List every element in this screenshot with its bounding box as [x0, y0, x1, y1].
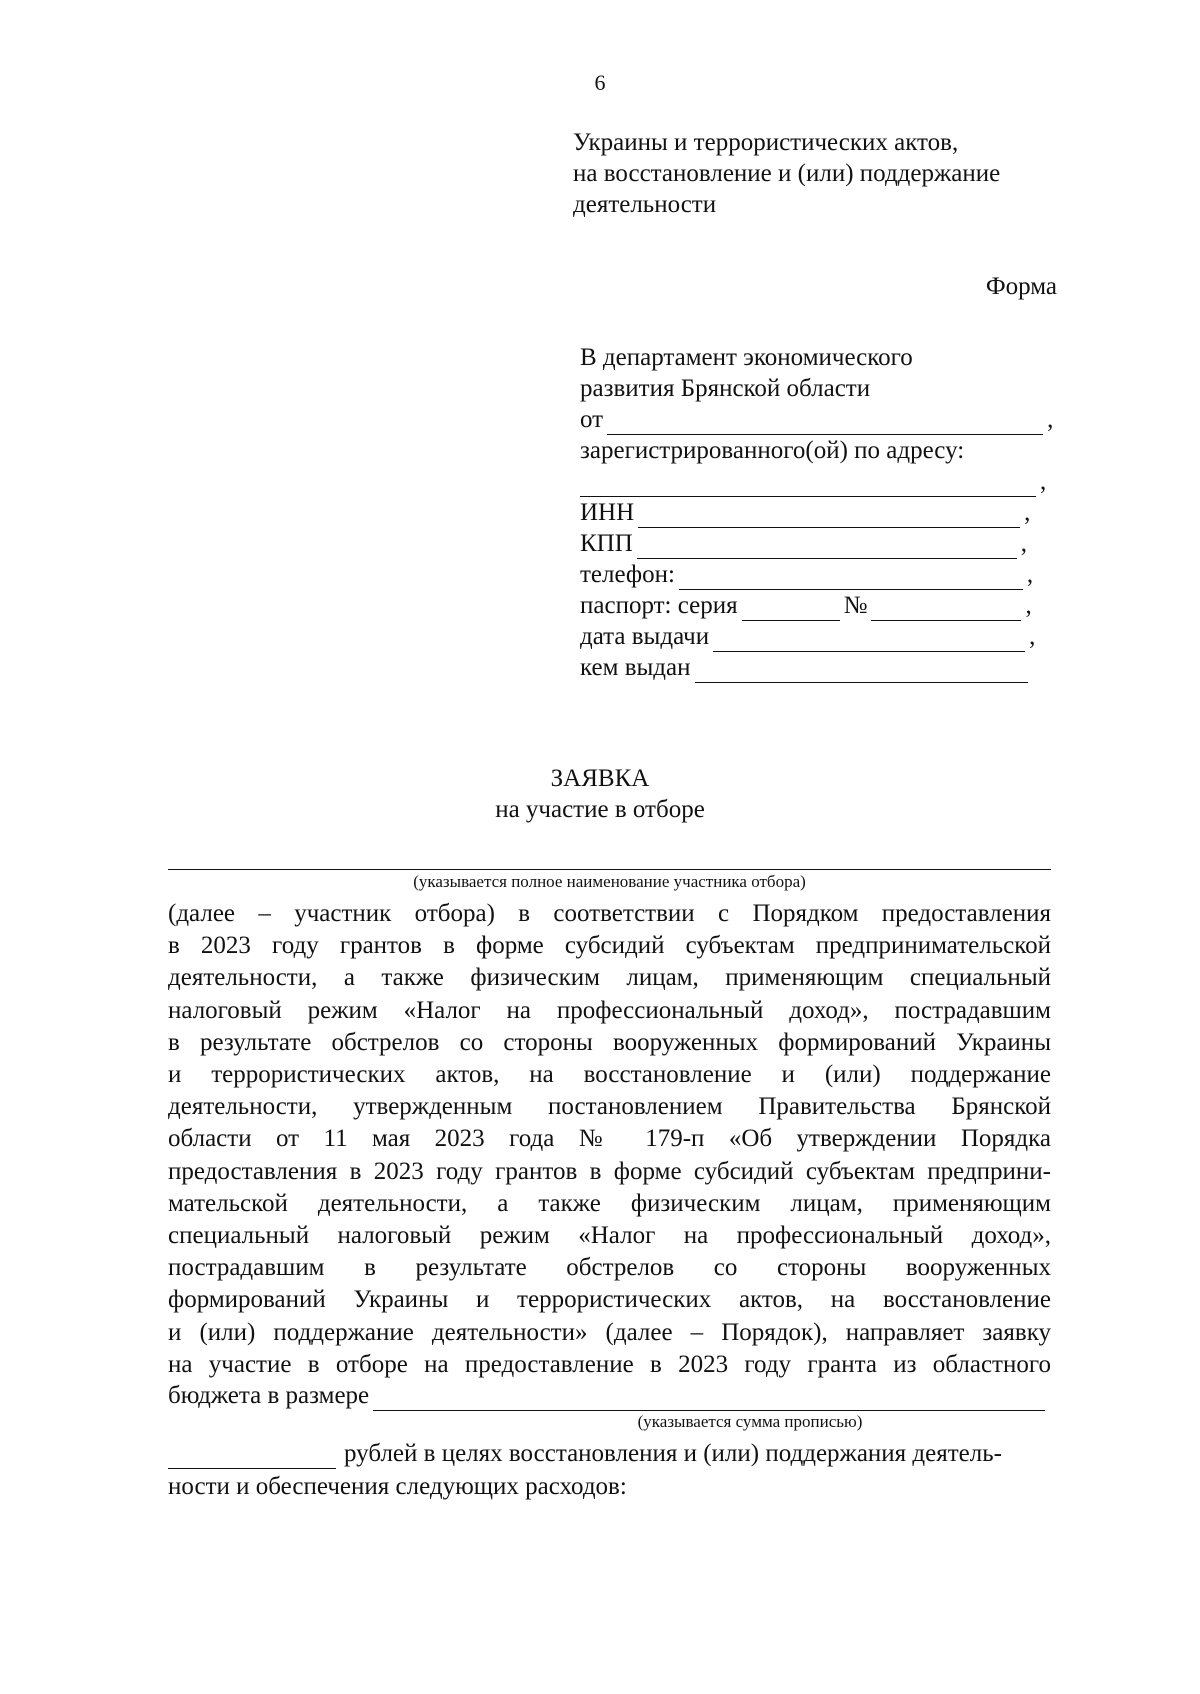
- passport-number-sign: №: [843, 592, 868, 619]
- body-line: пострадавшим в результате обстрелов со стороны вооруженных: [168, 1254, 1051, 1282]
- document-title: ЗАЯВКА: [550, 765, 650, 792]
- address-field[interactable]: [580, 474, 1036, 497]
- body-line: мательской деятельности, а также физическим лицам, применяющим: [168, 1189, 1051, 1217]
- inn-row: [580, 497, 1030, 528]
- comma: ,: [1026, 561, 1034, 588]
- passport-series-field[interactable]: [742, 598, 840, 621]
- body-line: деятельности, утвержденным постановлением Правительства Брянской: [168, 1093, 1051, 1121]
- comma: ,: [1047, 406, 1054, 433]
- rubles-text: рублей в целях восстановления и (или) поддержания деятель-: [344, 1440, 1002, 1467]
- body-line: формирований Украины и террористических актов, на восстановление: [168, 1286, 1051, 1314]
- issue-date-label: дата выдачи: [580, 623, 710, 650]
- issued-by-row: [580, 652, 1032, 683]
- comma: ,: [1025, 592, 1032, 619]
- header-line-3: деятельности: [573, 191, 717, 218]
- body-line: в результате обстрелов со стороны вооруженных формирований Украины: [168, 1028, 1051, 1056]
- body-line: и террористических актов, на восстановление и (или) поддержание: [168, 1061, 1051, 1089]
- amount-in-words-field[interactable]: [373, 1388, 1045, 1411]
- inn-label: ИНН: [580, 499, 635, 526]
- comma: ,: [1024, 499, 1031, 526]
- document-subtitle: на участие в отборе: [495, 796, 705, 823]
- phone-label: телефон:: [580, 561, 675, 588]
- passport-row: [580, 590, 1032, 621]
- addressee-line-2: развития Брянской области: [580, 375, 871, 402]
- issue-date-field[interactable]: [713, 629, 1025, 652]
- participant-name-caption: (указывается полное наименование участника отбора): [413, 872, 806, 891]
- registered-label: зарегистрированного(ой) по адресу:: [580, 437, 965, 464]
- issued-by-label: кем выдан: [580, 654, 691, 681]
- kpp-row: [580, 528, 1027, 559]
- header-line-2: на восстановление и (или) поддержание: [573, 160, 1001, 187]
- body-line: и (или) поддержание деятельности» (далее – Порядок), направляет заявку: [168, 1318, 1051, 1346]
- comma: ,: [1040, 468, 1047, 495]
- from-row: [580, 404, 1053, 435]
- from-field[interactable]: [607, 412, 1043, 435]
- body-line: (далее – участник отбора) в соответствии с Порядком предоставления: [168, 900, 1051, 927]
- issued-by-field[interactable]: [695, 660, 1028, 683]
- amount-caption: (указывается сумма прописью): [637, 1412, 863, 1431]
- phone-row: [580, 559, 1033, 590]
- amount-prefix: бюджета в размере: [168, 1382, 370, 1409]
- body-line: деятельности, а также физическим лицам, применяющим специальный: [168, 964, 1051, 992]
- passport-number-field[interactable]: [871, 598, 1021, 621]
- comma: ,: [1020, 530, 1028, 557]
- body-line: на участие в отборе на предоставление в 2023 году гранта из областного: [168, 1350, 1051, 1378]
- issue-date-row: [580, 621, 1035, 652]
- from-label: от: [580, 406, 604, 433]
- kpp-label: КПП: [580, 530, 633, 557]
- header-line-1: Украины и террористических актов,: [573, 129, 959, 156]
- amount-digits-field[interactable]: [168, 1446, 336, 1469]
- passport-series-label: паспорт: серия: [580, 592, 738, 619]
- body-line: предоставления в 2023 году грантов в форме субсидий субъектам предприни-: [168, 1157, 1051, 1185]
- expenses-line: ности и обеспечения следующих расходов:: [168, 1473, 627, 1500]
- page-number: 6: [594, 70, 606, 95]
- body-line: в 2023 году грантов в форме субсидий субъектам предпринимательской: [168, 932, 1051, 960]
- address-row: [580, 466, 1046, 497]
- form-label: Форма: [985, 273, 1057, 300]
- rubles-row: [168, 1438, 1002, 1469]
- participant-name-field[interactable]: [168, 868, 1051, 870]
- kpp-field[interactable]: [637, 536, 1017, 559]
- comma: ,: [1029, 623, 1036, 650]
- inn-field[interactable]: [638, 505, 1020, 528]
- phone-field[interactable]: [679, 567, 1023, 590]
- application-body: [168, 898, 1051, 1381]
- body-line: области от 11 мая 2023 года № 179-п «Об утверждении Порядка: [168, 1125, 1051, 1153]
- body-line: налоговый режим «Налог на профессиональный доход», пострадавшим: [168, 996, 1051, 1024]
- amount-row: [168, 1380, 1049, 1411]
- body-line: специальный налоговый режим «Налог на профессиональный доход»,: [168, 1222, 1051, 1250]
- addressee-line-1: В департамент экономического: [580, 344, 913, 371]
